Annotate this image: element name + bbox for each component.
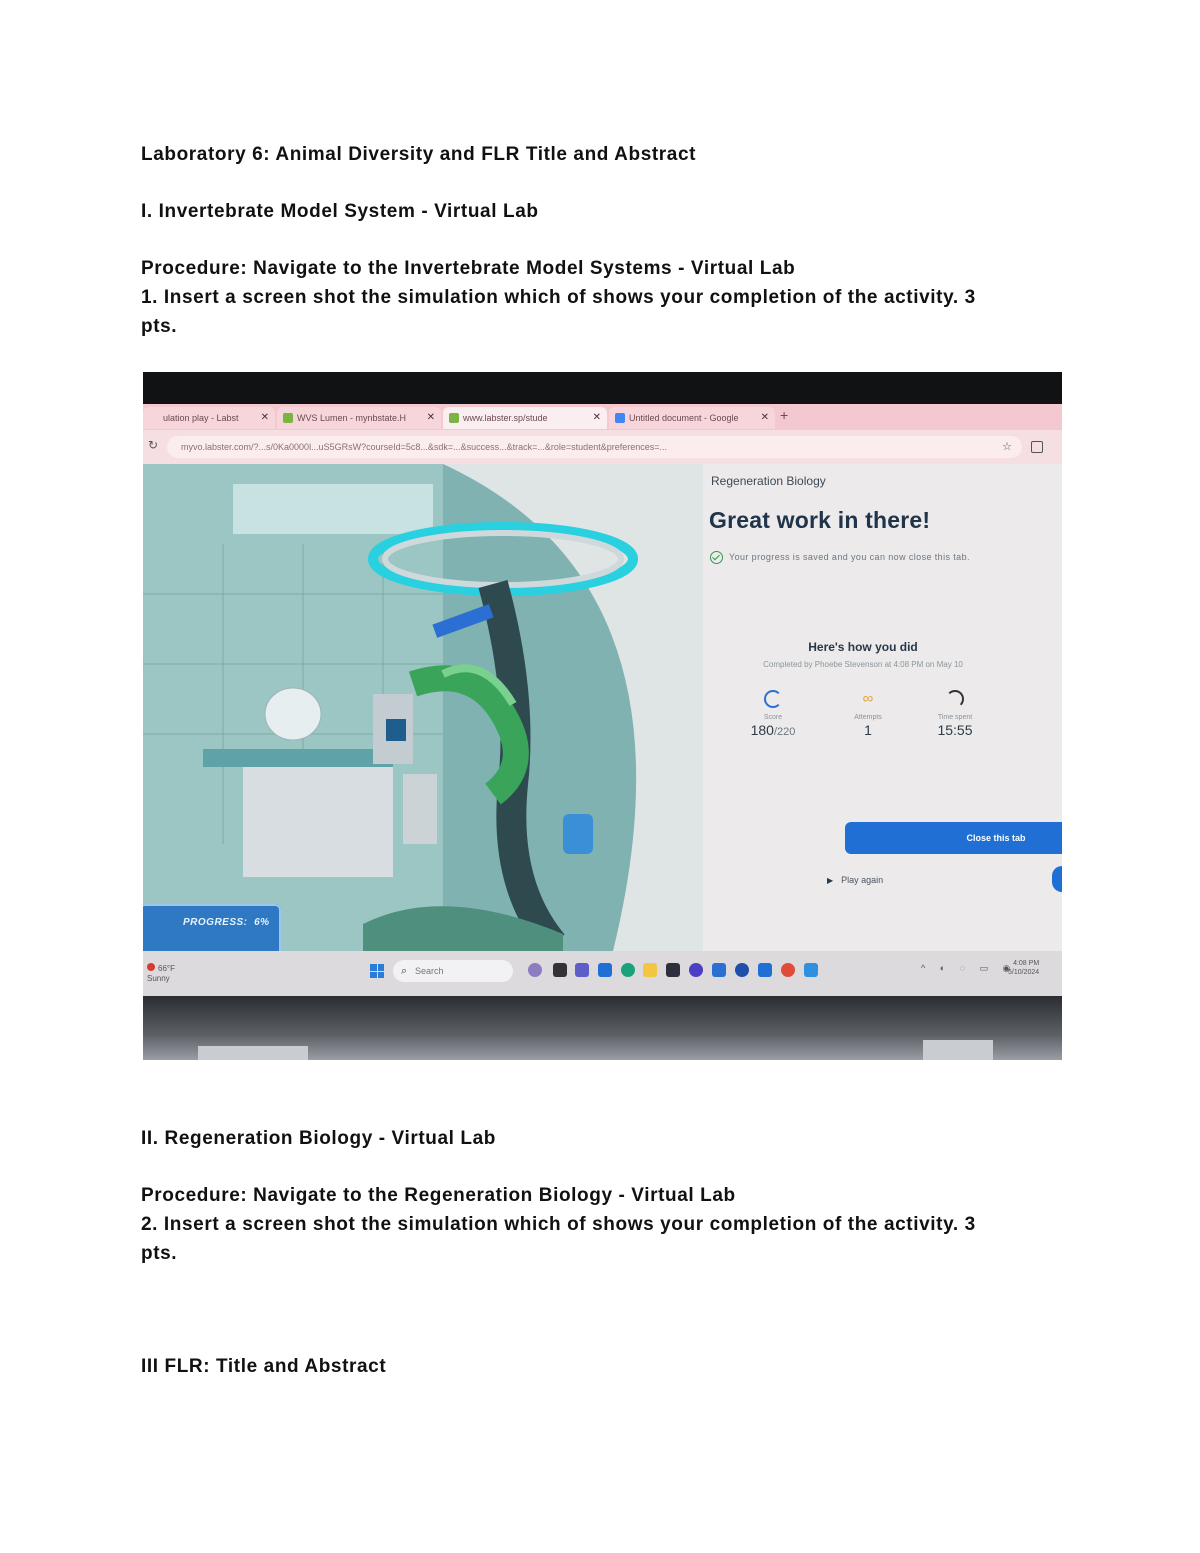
infinity-icon: ∞ (862, 690, 874, 707)
tab-label: ulation play - Labst (163, 413, 239, 423)
section1-procedure: Procedure: Navigate to the Invertebrate Model Systems - Virtual Lab (141, 258, 796, 279)
stat-value: 1 (864, 722, 872, 738)
browser-tab[interactable] (277, 407, 441, 429)
lab-scene-illustration (143, 464, 703, 951)
completion-headline: Great work in there! (709, 507, 931, 533)
play-again-button[interactable]: ▶ Play again (827, 875, 883, 885)
progress-panel (143, 904, 281, 951)
chrome-icon[interactable] (781, 963, 795, 977)
reload-icon[interactable]: ↻ (148, 438, 159, 452)
tab-label: Untitled document - Google (629, 413, 739, 423)
tab-label: www.labster.sp/stude (463, 413, 548, 423)
close-icon[interactable]: ✕ (260, 412, 269, 423)
simulation-name: Regeneration Biology (711, 474, 826, 488)
section2-task-pts: pts. (141, 1243, 178, 1264)
completed-by-text: Completed by Phoebe Stevenson at 4:08 PM on May 10 (763, 660, 963, 669)
favicon-icon (449, 413, 459, 423)
app-icon[interactable] (735, 963, 749, 977)
browser-address-bar (143, 430, 1062, 464)
stat-label: Time spent (937, 714, 973, 721)
laptop-screen (143, 404, 1062, 1004)
copilot-icon[interactable] (528, 963, 542, 977)
edge-icon[interactable] (621, 963, 635, 977)
lab-3d-scene (143, 464, 703, 951)
close-icon[interactable]: ✕ (426, 412, 435, 423)
app-icon[interactable] (689, 963, 703, 977)
completion-screenshot-photo (143, 372, 1062, 1060)
score-stat (728, 690, 818, 738)
results-panel (703, 464, 1062, 951)
laptop-bezel (143, 372, 1062, 407)
app-icon[interactable] (804, 963, 818, 977)
url-text: myvo.labster.com/?...s/0Ka0000l...uS5GRsW?courseId=5c8...&sdk=...&success...&track=...&role=student&preferences=... (181, 442, 667, 452)
browser-tab-bar (143, 404, 1062, 430)
new-tab-icon[interactable]: + (780, 407, 789, 423)
score-ring-icon (764, 690, 782, 708)
saved-message: Your progress is saved and you can now close this tab. (729, 552, 970, 562)
stat-value: 15:55 (937, 722, 973, 738)
weather-alert-icon (147, 963, 155, 971)
laptop-hinge (923, 1040, 993, 1060)
progress-value: 6% (254, 917, 270, 928)
clock-ring-icon (946, 690, 964, 708)
results-heading: Here's how you did (808, 640, 918, 654)
browser-tab[interactable] (143, 407, 275, 429)
windows-start-icon[interactable] (370, 964, 384, 978)
help-bubble-icon[interactable] (1052, 866, 1062, 892)
store-icon[interactable] (666, 963, 680, 977)
attempts-stat (823, 690, 913, 738)
calendar-icon[interactable] (712, 963, 726, 977)
todo-check-icon[interactable] (758, 963, 772, 977)
file-explorer-icon[interactable] (643, 963, 657, 977)
weather-temp: 66°F (158, 964, 175, 973)
weather-desc: Sunny (147, 974, 170, 983)
time-spent-stat (910, 690, 1000, 738)
section1-task: 1. Insert a screen shot the simulation which of shows your completion of the activity. 3 (141, 287, 976, 308)
system-tray[interactable]: ^ ◐ ◌ ▭ ◉ (921, 963, 1017, 973)
stat-label: Score (763, 714, 783, 721)
check-circle-icon (710, 551, 723, 564)
section1-heading: I. Invertebrate Model System - Virtual Lab (141, 201, 539, 222)
extensions-icon[interactable] (1031, 441, 1043, 453)
docs-icon (615, 413, 625, 423)
section2-procedure: Procedure: Navigate to the Regeneration Biology - Virtual Lab (141, 1185, 736, 1206)
close-icon[interactable]: ✕ (592, 412, 601, 423)
close-icon[interactable]: ✕ (760, 412, 769, 423)
close-tab-button[interactable]: Close this tab (845, 822, 1062, 854)
browser-tab[interactable] (609, 407, 775, 429)
section3-heading: III FLR: Title and Abstract (141, 1356, 387, 1377)
section2-heading: II. Regeneration Biology - Virtual Lab (141, 1128, 496, 1149)
taskbar-clock[interactable] (1008, 959, 1039, 977)
section1-task-pts: pts. (141, 316, 178, 337)
url-field[interactable] (167, 436, 1022, 458)
weather-widget[interactable] (147, 963, 175, 984)
stat-label: Attempts (854, 714, 882, 721)
taskbar-search[interactable]: ⌕ Search (393, 960, 513, 982)
document-title: Laboratory 6: Animal Diversity and FLR Title and Abstract (141, 144, 697, 165)
browser-tab[interactable] (443, 407, 607, 429)
task-view-icon[interactable] (553, 963, 567, 977)
section2-task: 2. Insert a screen shot the simulation which of shows your completion of the activity. 3 (141, 1214, 976, 1235)
laptop-hinge (198, 1046, 308, 1060)
clock-date: 5/10/2024 (1008, 969, 1040, 976)
favicon-icon (283, 413, 293, 423)
stat-value: 180/220 (750, 722, 796, 738)
bookmark-star-icon[interactable]: ☆ (1002, 441, 1012, 453)
teams-icon[interactable] (575, 963, 589, 977)
clock-time: 4:08 PM (1013, 960, 1040, 967)
progress-label: PROGRESS: 6% (183, 917, 270, 928)
tab-label: WVS Lumen - mynbstate.H (297, 413, 407, 423)
mail-icon[interactable] (598, 963, 612, 977)
